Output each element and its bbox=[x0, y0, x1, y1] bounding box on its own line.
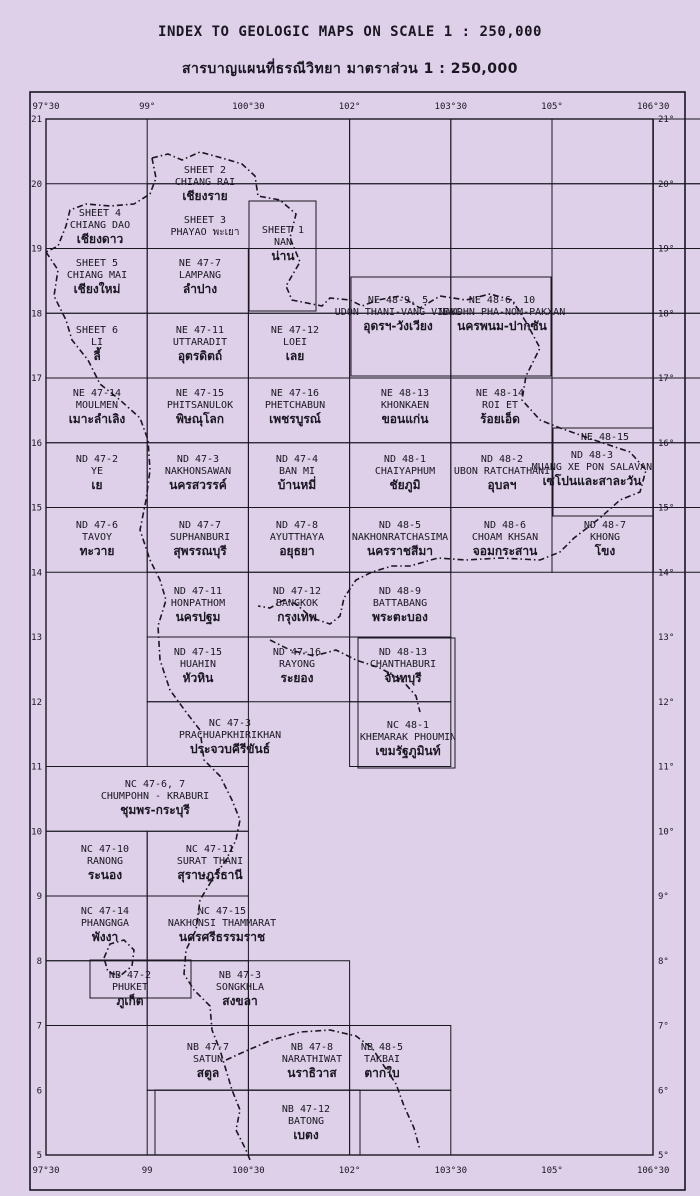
latitude-label-right: 11° bbox=[658, 762, 675, 773]
sheet-name: CHIANG RAI bbox=[174, 177, 236, 188]
sheet-thai-name: นราธิวาส bbox=[287, 1066, 337, 1080]
sheet-name: NAKOHN PHA-NOM-PAKXAN bbox=[438, 307, 566, 318]
map-title-thai: สารบาญแผนที่ธรณีวิทยา มาตราส่วน 1 : 250,000 bbox=[182, 61, 518, 77]
sheet-thai-name: เบตง bbox=[293, 1128, 319, 1142]
sheet-code: NC 47-11 bbox=[185, 844, 235, 855]
sheet-name: BANGKOK bbox=[275, 598, 319, 609]
sheet-thai-name: จอมกระสาน bbox=[472, 544, 538, 558]
sheet-name: LI bbox=[90, 337, 104, 348]
sheet-name: NARATHIWAT bbox=[281, 1054, 343, 1065]
latitude-label-right: 18° bbox=[658, 309, 675, 320]
longitude-label-bottom: 102° bbox=[338, 1166, 361, 1176]
sheet-code: SHEET 3 bbox=[183, 215, 227, 226]
sheet-label bbox=[282, 1104, 330, 1142]
sheet-thai-name: ลี้ bbox=[93, 349, 101, 363]
sheet-thai-name: สตูล bbox=[196, 1066, 220, 1080]
sheet-name: CHOAM KHSAN bbox=[471, 532, 539, 543]
sheet-code: NE 47-16 bbox=[270, 388, 320, 399]
sheet-label bbox=[76, 325, 118, 363]
sheet-name: UBON RATCHATHANI bbox=[453, 466, 551, 477]
sheet-code: NE 48-9, 5 bbox=[367, 295, 429, 306]
sheet-code: NB 47-8 bbox=[290, 1042, 334, 1053]
sheet-name: KHONG bbox=[589, 532, 621, 543]
sheet-thai-name: ประจวบคีรีขันธ์ bbox=[189, 742, 271, 756]
sheet-name: MUANG XE PON SALAVAN bbox=[531, 462, 653, 473]
sheet-thai-name: เชียงดาว bbox=[76, 232, 124, 246]
latitude-label-right: 7° bbox=[658, 1021, 669, 1032]
sheet-code: NC 47-14 bbox=[80, 906, 130, 917]
sheet-code: ND 48-5 bbox=[378, 520, 422, 531]
sheet-cell bbox=[451, 184, 552, 249]
sheet-label bbox=[76, 454, 118, 492]
sheet-cell bbox=[552, 249, 653, 314]
sheet-name: HONPATHOM bbox=[170, 598, 226, 609]
country-border bbox=[46, 152, 646, 1160]
latitude-label-right: 19° bbox=[658, 244, 675, 255]
sheet-thai-name: เชียงราย bbox=[182, 189, 228, 203]
sheet-thai-name: พิษณุโลก bbox=[175, 412, 225, 426]
sheet-thai-name: กรุงเทพ bbox=[277, 610, 317, 624]
latitude-label-right: 14° bbox=[658, 568, 675, 579]
sheet-cell bbox=[350, 119, 451, 184]
sheet-cell bbox=[451, 119, 552, 184]
latitude-label-left: 16 bbox=[31, 438, 42, 449]
sheet-code: ND 48-1 bbox=[383, 454, 427, 465]
sheet-code: ND 48-3 bbox=[570, 450, 614, 461]
sheet-thai-name: ลำปาง bbox=[182, 282, 218, 296]
sheet-name: CHUMPOHN - KRABURI bbox=[100, 791, 210, 802]
sheet-name: SATUN bbox=[192, 1054, 224, 1065]
sheet-name: PHUKET bbox=[111, 982, 149, 993]
sheet-code: SHEET 2 bbox=[183, 165, 227, 176]
sheet-cell bbox=[248, 961, 349, 1026]
sheet-label bbox=[179, 718, 281, 756]
latitude-label-left: 21 bbox=[31, 115, 42, 125]
sheet-name: TAKBAI bbox=[363, 1054, 401, 1065]
sheet-code: ND 47-16 bbox=[272, 647, 322, 658]
sheet-thai-name: นครพนม-ปากซัน bbox=[457, 319, 547, 333]
sheet-name: SUPHANBURI bbox=[169, 532, 231, 543]
latitude-label-right: 5° bbox=[658, 1151, 669, 1161]
latitude-label-right: 8° bbox=[658, 956, 669, 967]
sheet-cell bbox=[653, 184, 700, 249]
sheet-code: NE 48-14 bbox=[475, 388, 525, 399]
sheet-name: MOULMEN bbox=[75, 400, 119, 411]
sheet-cell bbox=[653, 508, 700, 573]
sheet-thai-name: เพชรบูรณ์ bbox=[269, 412, 321, 426]
sheet-thai-name: เขมรัฐภูมินท์ bbox=[375, 744, 441, 758]
sheet-cell bbox=[653, 443, 700, 508]
sheet-thai-name: สุราษฎร์ธานี bbox=[177, 868, 243, 882]
sheet-name: UDON THANI-VANG VIENG bbox=[334, 307, 462, 318]
latitude-label-right: 21° bbox=[658, 115, 675, 125]
longitude-label-top: 99° bbox=[139, 102, 156, 112]
sheet-code: ND 47-6 bbox=[75, 520, 119, 531]
sheet-name: KHEMARAK PHOUMIN bbox=[359, 732, 457, 743]
sheet-name: CHIANG DAO bbox=[69, 220, 131, 231]
sheet-code: NE 47-12 bbox=[270, 325, 320, 336]
sheet-thai-name: นครปฐม bbox=[175, 610, 221, 624]
sheet-thai-name: โขง bbox=[594, 544, 616, 558]
longitude-label-top: 105° bbox=[541, 102, 563, 112]
sheet-code: NE 47-11 bbox=[175, 325, 225, 336]
sheet-thai-name: ระยอง bbox=[280, 671, 314, 685]
sheet-name: BATTABANG bbox=[372, 598, 428, 609]
sheet-label bbox=[81, 906, 129, 944]
sheet-name: RANONG bbox=[86, 856, 124, 867]
sheet-code: ND 48-2 bbox=[480, 454, 524, 465]
sheet-name: YE bbox=[90, 466, 104, 477]
longitude-label-bottom: 97°30 bbox=[32, 1166, 60, 1176]
latitude-label-left: 18 bbox=[31, 309, 42, 320]
sheet-code: ND 47-7 bbox=[178, 520, 222, 531]
sheet-label bbox=[165, 454, 231, 492]
latitude-label-left: 10 bbox=[31, 827, 42, 838]
latitude-label-left: 19 bbox=[31, 244, 42, 255]
latitude-label-left: 13 bbox=[31, 633, 42, 643]
sheet-thai-name: เชียงใหม่ bbox=[73, 282, 121, 296]
sheet-code: NB 47-3 bbox=[218, 970, 262, 981]
sheet-cell bbox=[653, 313, 700, 378]
sheet-thai-name: ขอนแก่น bbox=[381, 412, 429, 426]
sheet-label bbox=[70, 208, 130, 246]
sheet-name: BAN MI bbox=[278, 466, 316, 477]
sheet-thai-name: จันทบุรี bbox=[384, 671, 422, 685]
sheet-cell bbox=[147, 184, 349, 249]
sheet-thai-name: นครสวรรค์ bbox=[169, 478, 227, 492]
sheet-label bbox=[375, 454, 435, 493]
longitude-label-bottom: 103°30 bbox=[434, 1166, 468, 1176]
sheet-code: ND 48-6 bbox=[483, 520, 527, 531]
sheet-label bbox=[472, 520, 538, 558]
sheet-label bbox=[81, 844, 129, 882]
sheet-code: NC 47-10 bbox=[80, 844, 130, 855]
sheet-code: ND 47-12 bbox=[272, 586, 322, 597]
sheet-name: PHITSANULOK bbox=[166, 400, 234, 411]
sheet-label bbox=[372, 586, 428, 624]
sheet-label bbox=[361, 1042, 403, 1080]
sheet-cell bbox=[350, 184, 451, 249]
sheet-name: PRACHUAPKHIRIKHAN bbox=[178, 730, 282, 741]
latitude-label-right: 10° bbox=[658, 827, 675, 838]
latitude-label-right: 16° bbox=[658, 438, 675, 449]
sheet-cell bbox=[552, 184, 653, 249]
sheet-code: ND 48-9 bbox=[378, 586, 422, 597]
sheet-thai-name: ทะวาย bbox=[79, 544, 115, 558]
sheet-label bbox=[439, 295, 565, 333]
sheet-name: PHAYAO พะเยา bbox=[170, 227, 240, 238]
sheet-name: SURAT THANI bbox=[176, 856, 244, 867]
latitude-label-right: 13° bbox=[658, 633, 675, 643]
longitude-label-bottom: 106°30 bbox=[636, 1166, 670, 1176]
latitude-label-left: 9 bbox=[36, 892, 42, 902]
sheet-label bbox=[352, 520, 448, 558]
sheet-thai-name: ชุมพร-กระบุรี bbox=[120, 803, 190, 817]
sheet-cell bbox=[147, 1090, 248, 1155]
sheet-label bbox=[177, 844, 244, 883]
latitude-label-left: 7 bbox=[36, 1021, 42, 1032]
sheet-label bbox=[167, 388, 233, 427]
longitude-label-top: 106°30 bbox=[636, 102, 670, 112]
sheet-thai-name: อุบลฯ bbox=[487, 478, 517, 492]
map-title-english: INDEX TO GEOLOGIC MAPS ON SCALE 1 : 250,000 bbox=[158, 24, 542, 40]
sheet-label bbox=[216, 970, 264, 1008]
sheet-code: NC 48-1 bbox=[386, 720, 430, 731]
sheet-thai-name: พระตะบอง bbox=[372, 610, 428, 624]
sheet-code: SHEET 4 bbox=[78, 208, 122, 219]
latitude-label-left: 5 bbox=[36, 1151, 42, 1161]
sheet-thai-name: อยุธยา bbox=[279, 544, 315, 558]
sheet-cell bbox=[552, 313, 653, 378]
sheet-thai-name: อุตรดิตถ์ bbox=[177, 349, 223, 363]
latitude-label-left: 12 bbox=[31, 697, 42, 708]
latitude-label-right: 15° bbox=[658, 503, 675, 514]
sheet-code: NE 48-13 bbox=[380, 388, 430, 399]
sheet-name: NAKHONSAWAN bbox=[164, 466, 232, 477]
sheet-label bbox=[454, 454, 550, 493]
sheet-thai-name: น่าน bbox=[271, 249, 295, 263]
sheet-label bbox=[271, 325, 319, 363]
sheet-thai-name: สงขลา bbox=[222, 994, 258, 1008]
sheet-thai-name: ระนอง bbox=[87, 868, 123, 882]
sheet-cell bbox=[653, 249, 700, 314]
sheet-label bbox=[581, 432, 629, 443]
sheet-label bbox=[76, 520, 118, 558]
sheet-name: UTTARADIT bbox=[172, 337, 228, 348]
sheet-label bbox=[179, 258, 221, 296]
sheet-label bbox=[370, 647, 436, 686]
sheet-code: NE 48-6, 10 bbox=[468, 295, 536, 306]
sheet-thai-name: ภูเก็ต bbox=[116, 994, 144, 1008]
latitude-label-left: 8 bbox=[36, 956, 42, 967]
sheet-thai-name: นครราชสีมา bbox=[367, 544, 433, 558]
sheet-label bbox=[476, 388, 524, 426]
longitude-label-top: 100°30 bbox=[232, 102, 265, 112]
sheet-label bbox=[171, 586, 225, 625]
sheet-code: NE 48-15 bbox=[580, 432, 630, 443]
sheet-label bbox=[175, 165, 235, 203]
sheet-name: CHANTHABURI bbox=[369, 659, 437, 670]
sheet-thai-name: สุพรรณบุรี bbox=[173, 544, 227, 558]
latitude-label-right: 20° bbox=[658, 179, 675, 190]
sheet-label bbox=[381, 388, 429, 426]
latitude-label-right: 6° bbox=[658, 1086, 669, 1097]
sheet-thai-name: ตากใบ bbox=[364, 1066, 400, 1080]
sheet-label bbox=[67, 258, 127, 296]
sheet-label bbox=[101, 779, 209, 818]
sheet-label bbox=[360, 720, 456, 759]
latitude-label-left: 14 bbox=[31, 568, 42, 579]
sheet-cell bbox=[653, 119, 700, 184]
sheet-code: ND 47-8 bbox=[275, 520, 319, 531]
longitude-label-top: 103°30 bbox=[434, 102, 468, 112]
sheet-code: NE 47-15 bbox=[175, 388, 225, 399]
sheet-thai-name: เลย bbox=[285, 349, 305, 363]
sheet-thai-name: อุดรฯ-วังเวียง bbox=[363, 319, 433, 333]
graticule-labels bbox=[31, 102, 674, 1176]
sheet-name: NAKHONSI THAMMARAT bbox=[167, 918, 277, 929]
sheet-code: NE 47-14 bbox=[72, 388, 122, 399]
sheet-label bbox=[187, 1042, 229, 1081]
sheet-labels bbox=[67, 165, 652, 1142]
sheet-cell bbox=[248, 249, 349, 314]
sheet-cell bbox=[350, 1090, 451, 1155]
sheet-code: ND 47-4 bbox=[275, 454, 319, 465]
sheet-code: NE 47-7 bbox=[178, 258, 222, 269]
sheet-code: ND 48-7 bbox=[583, 520, 627, 531]
sheet-thai-name: บ้านหมี่ bbox=[277, 478, 317, 492]
latitude-label-right: 17° bbox=[658, 374, 675, 384]
sheet-thai-name: เย bbox=[91, 478, 103, 492]
sheet-code: SHEET 6 bbox=[75, 325, 119, 336]
sheet-label bbox=[174, 647, 222, 685]
sheet-name: NAKHONRATCHASIMA bbox=[351, 532, 449, 543]
sheet-thai-name: เซโปนและสาละวัน bbox=[542, 474, 642, 488]
sheet-name: PHANGNGA bbox=[80, 918, 130, 929]
sheet-code: ND 47-15 bbox=[173, 647, 223, 658]
longitude-label-bottom: 105° bbox=[541, 1166, 563, 1176]
sheet-thai-name: หัวหิน bbox=[182, 671, 214, 685]
sheet-code: NC 47-15 bbox=[197, 906, 247, 917]
longitude-label-top: 102° bbox=[338, 102, 361, 112]
sheet-name: SONGKHLA bbox=[215, 982, 265, 993]
sheet-label bbox=[273, 647, 321, 685]
latitude-label-left: 11 bbox=[31, 762, 42, 773]
sheet-name: LAMPANG bbox=[178, 270, 222, 281]
sheet-code: NB 47-2 bbox=[108, 970, 152, 981]
sheet-thai-name: นครศรีธรรมราช bbox=[178, 930, 266, 944]
latitude-label-left: 15 bbox=[31, 503, 42, 514]
sheet-label bbox=[109, 970, 151, 1009]
sheet-name: KHONKAEN bbox=[380, 400, 430, 411]
longitude-label-top: 97°30 bbox=[32, 102, 60, 112]
sheet-code: ND 48-13 bbox=[378, 647, 428, 658]
sheet-name: TAVOY bbox=[81, 532, 113, 543]
sheet-name: BATONG bbox=[287, 1116, 325, 1127]
sheet-code: NB 47-7 bbox=[186, 1042, 230, 1053]
sheet-name: CHIANG MAI bbox=[66, 270, 128, 281]
sheet-label bbox=[584, 520, 626, 558]
sheet-cell bbox=[155, 1090, 360, 1155]
sheet-label bbox=[276, 454, 318, 492]
sheet-code: ND 47-2 bbox=[75, 454, 119, 465]
sheet-name: AYUTTHAYA bbox=[269, 532, 325, 543]
sheet-name: HUAHIN bbox=[179, 659, 217, 670]
sheet-code: NC 47-6, 7 bbox=[124, 779, 186, 790]
sheet-code: SHEET 1 bbox=[261, 225, 305, 236]
sheet-cell bbox=[552, 119, 653, 184]
sheet-name: CHAIYAPHUM bbox=[374, 466, 436, 477]
sheet-code: SHEET 5 bbox=[75, 258, 119, 269]
sheet-code: NC 47-3 bbox=[208, 718, 252, 729]
sheet-label bbox=[69, 388, 126, 426]
sheet-thai-name: ชัยภูมิ bbox=[389, 478, 421, 492]
sheet-thai-name: เมาะลำเลิง bbox=[68, 412, 126, 426]
sheet-label bbox=[273, 586, 321, 625]
sheet-name: PHETCHABUN bbox=[264, 400, 326, 411]
sheet-thai-name: พังงา bbox=[91, 930, 119, 944]
sheet-label bbox=[262, 225, 304, 263]
latitude-label-left: 6 bbox=[36, 1086, 42, 1097]
sheet-cell bbox=[147, 119, 349, 184]
sheet-label bbox=[265, 388, 325, 427]
longitude-label-bottom: 99 bbox=[141, 1166, 153, 1176]
sheet-code: NB 47-12 bbox=[281, 1104, 331, 1115]
sheet-code: ND 47-3 bbox=[176, 454, 220, 465]
sheet-name: ROI ET bbox=[481, 400, 519, 411]
sheet-name: LOEI bbox=[282, 337, 308, 348]
sheet-grid bbox=[46, 119, 700, 1155]
sheet-label bbox=[173, 325, 227, 364]
sheet-cell bbox=[653, 378, 700, 443]
sheet-code: ND 47-11 bbox=[173, 586, 223, 597]
sheet-name: NAN bbox=[273, 237, 293, 248]
latitude-label-right: 12° bbox=[658, 697, 675, 708]
longitude-label-bottom: 100°30 bbox=[232, 1166, 265, 1176]
sheet-code: NB 48-5 bbox=[360, 1042, 404, 1053]
sheet-name: RAYONG bbox=[278, 659, 316, 670]
latitude-label-left: 17 bbox=[31, 374, 42, 384]
latitude-label-right: 9° bbox=[658, 892, 669, 902]
sheet-label bbox=[282, 1042, 342, 1080]
sheet-label bbox=[170, 520, 230, 559]
sheet-label bbox=[168, 906, 276, 944]
latitude-label-left: 20 bbox=[31, 179, 42, 190]
sheet-label bbox=[270, 520, 324, 559]
sheet-thai-name: ร้อยเอ็ด bbox=[480, 412, 520, 426]
sheet-label bbox=[171, 215, 240, 238]
